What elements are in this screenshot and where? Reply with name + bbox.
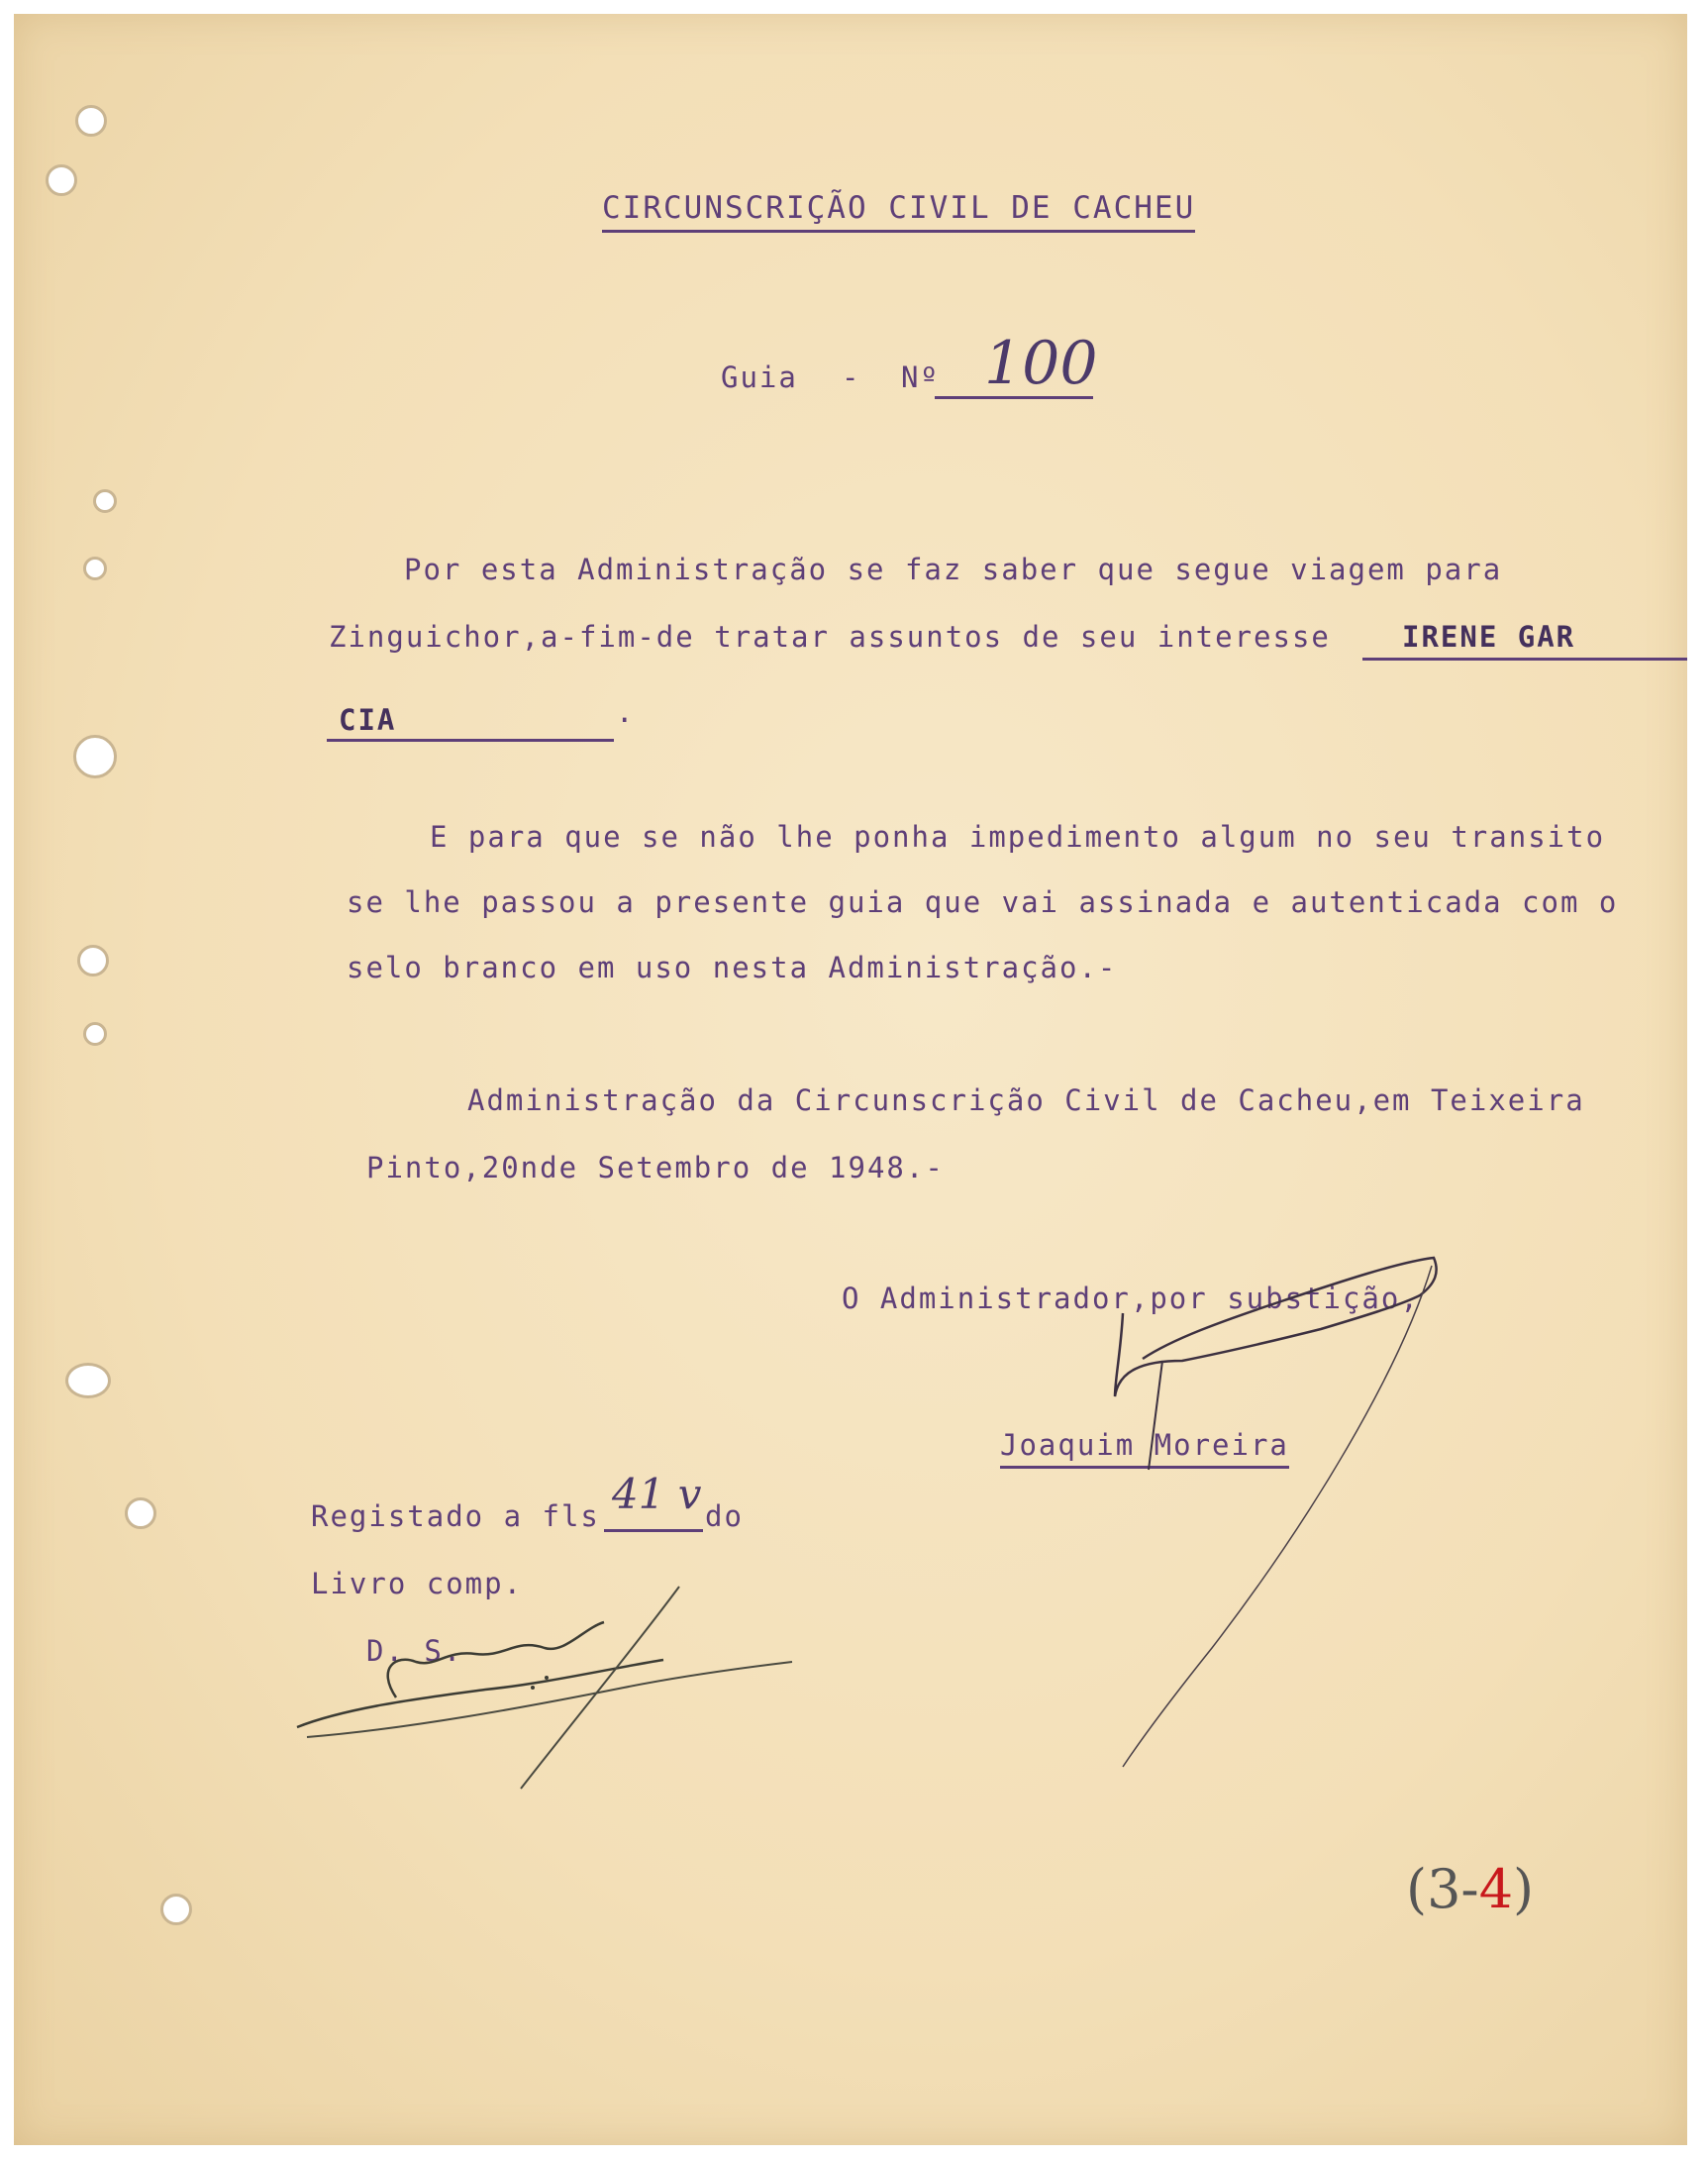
guia-number-handwritten: 100: [984, 329, 1098, 398]
signatory-name: Joaquim Moreira: [1000, 1428, 1289, 1469]
guia-label: Guia: [721, 360, 798, 394]
registo-suffix: do: [705, 1499, 744, 1533]
paragraph2-line1: E para que se não lhe ponha impedimento algum no seu transito: [430, 820, 1606, 854]
registo-page-handwritten: 41 v: [612, 1470, 702, 1518]
punch-hole: [160, 1894, 192, 1925]
punch-hole: [93, 489, 117, 513]
archive-ref-prefix: 3-: [1427, 1858, 1479, 1920]
paragraph2-line3: selo branco em uso nesta Administração.-: [347, 951, 1118, 984]
signatory-title: O Administrador,por substição,: [842, 1282, 1420, 1315]
administrator-signature: [1063, 1222, 1578, 1777]
paragraph1-line1: Por esta Administração se faz saber que segue viagem para: [404, 553, 1503, 586]
document-paper: [14, 14, 1687, 2145]
registo-page-line: [604, 1529, 703, 1532]
punch-hole: [83, 1022, 107, 1046]
paragraph3-line2: Pinto,20nde Setembro de 1948.-: [366, 1151, 945, 1184]
livro-line: Livro comp.: [311, 1567, 524, 1600]
paragraph1-line2: Zinguichor,a-fim-de tratar assuntos de seu interesse: [329, 620, 1331, 654]
numero-label: Nº: [901, 360, 940, 394]
name-end-period: .: [616, 695, 636, 729]
paragraph2-line2: se lhe passou a presente guia que vai assinada e autenticada com o: [347, 885, 1619, 919]
traveler-name-part2: CIA: [339, 703, 397, 737]
punch-hole: [83, 557, 107, 580]
punch-hole: [73, 735, 117, 778]
punch-hole: [77, 945, 109, 976]
punch-hole: [65, 1363, 111, 1398]
registo-prefix: Registado a fls: [311, 1499, 600, 1533]
punch-hole: [75, 105, 107, 137]
archive-ref-number: 4: [1478, 1858, 1514, 1920]
paragraph3-line1: Administração da Circunscrição Civil de Cacheu,em Teixeira: [467, 1083, 1585, 1117]
traveler-name-part1: IRENE GAR: [1402, 620, 1576, 654]
name-line-2: [327, 739, 614, 742]
ds-signature: [287, 1559, 802, 1797]
guia-dash: -: [842, 360, 861, 394]
document-heading: CIRCUNSCRIÇÃO CIVIL DE CACHEU: [602, 190, 1195, 233]
punch-hole: [125, 1497, 156, 1529]
archive-reference: (3-4): [1406, 1858, 1535, 1920]
name-line-1: [1362, 658, 1687, 661]
punch-hole: [46, 164, 77, 196]
ds-label: D. S.: [366, 1634, 463, 1668]
